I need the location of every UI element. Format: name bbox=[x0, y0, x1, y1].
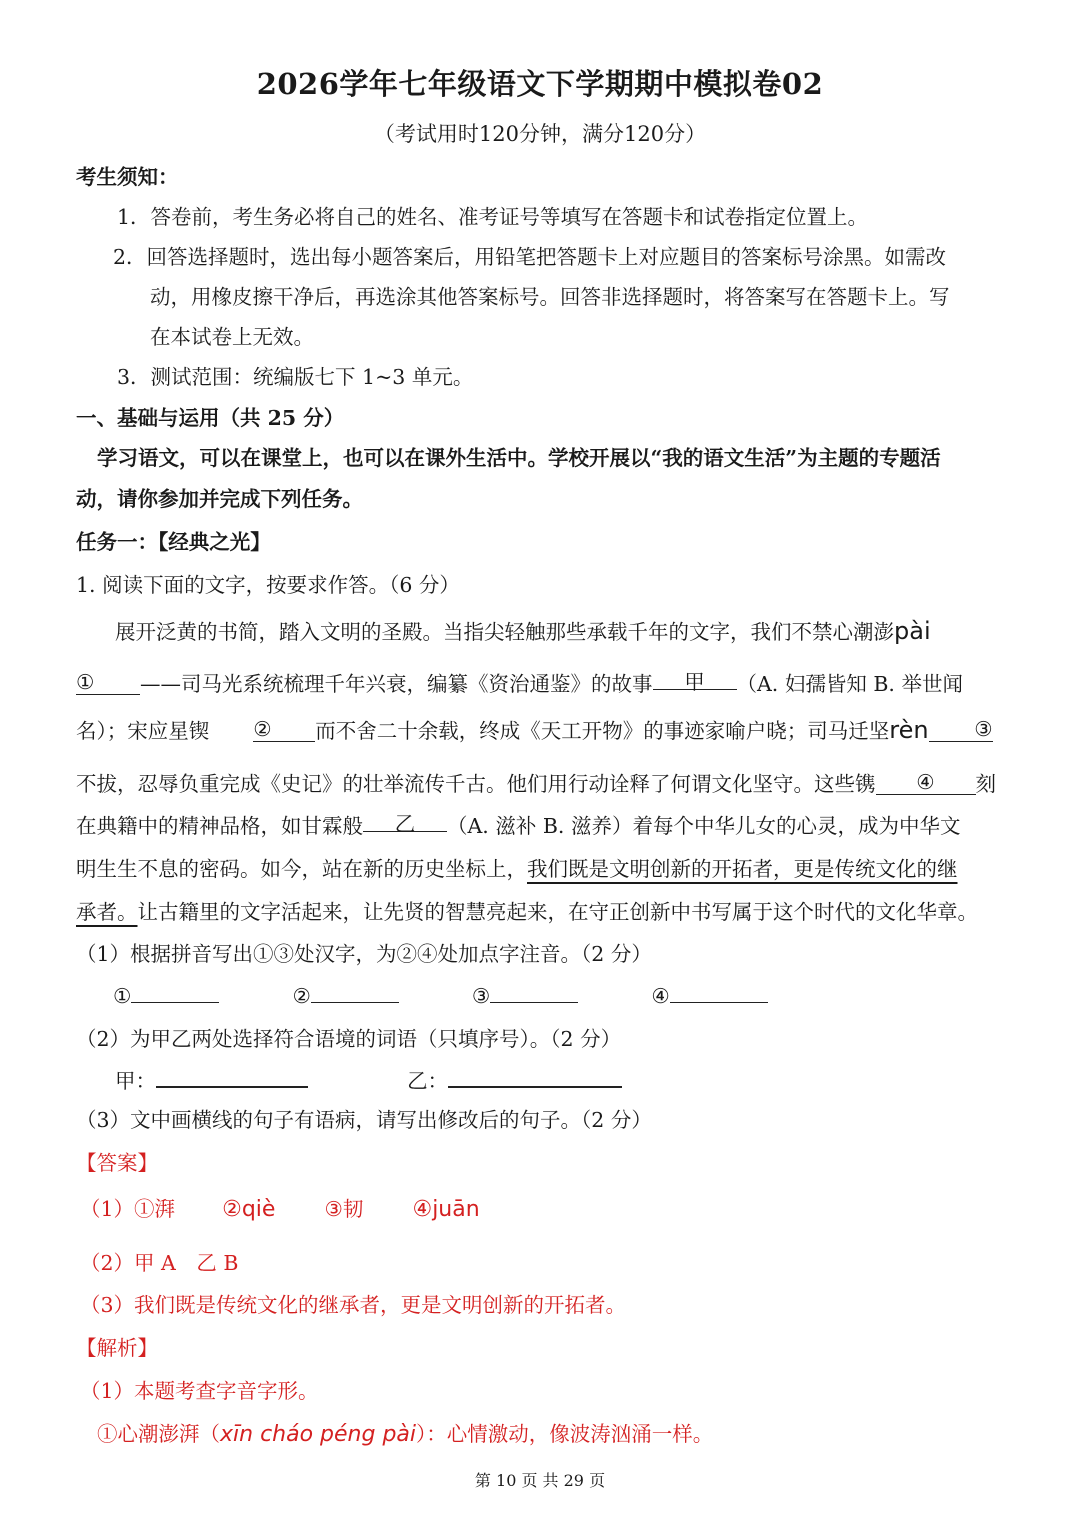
underlined-sentence-part-2: 承者。 bbox=[76, 900, 138, 924]
blank-3[interactable]: ③ bbox=[929, 719, 993, 742]
passage-line-2: ① ——司马光系统梳理千年兴衰，编纂《资治通鉴》的故事 甲 （A. 妇孺皆知 B. 举世闻 bbox=[76, 667, 963, 697]
section-intro-line-2: 动，请你参加并完成下列任务。 bbox=[76, 487, 363, 511]
analysis-heading: 【解析】 bbox=[76, 1336, 158, 1360]
page-subtitle: （考试用时120分钟，满分120分） bbox=[373, 122, 707, 146]
answer-blank-1[interactable] bbox=[131, 980, 219, 1003]
answer-blank-3[interactable] bbox=[490, 980, 578, 1003]
page-title: 2026学年七年级语文下学期期中模拟卷02 bbox=[256, 67, 824, 101]
answer-blank-2[interactable] bbox=[311, 980, 399, 1003]
sub-question-3: （3）文中画横线的句子有语病，请写出修改后的句子。（2 分） bbox=[76, 1108, 652, 1132]
passage-line-3: 名）；宋应星锲 ② 而不舍二十余载，终成《天工开物》的事迹家喻户晓；司马迁坚rèn ③ bbox=[76, 716, 993, 744]
notice-item-2-line-1: 2．回答选择题时，选出每小题答案后，用铅笔把答题卡上对应题目的答案标号涂黑。如需改 bbox=[113, 245, 947, 269]
pinyin-pai: pài bbox=[894, 617, 931, 645]
page-footer: 第 10 页 共 29 页 bbox=[474, 1471, 606, 1490]
jia-answer-blank[interactable] bbox=[156, 1064, 308, 1088]
sub-question-2: （2）为甲乙两处选择符合语境的词语（只填序号）。（2 分） bbox=[76, 1027, 622, 1051]
section-intro-line-1: 学习语文，可以在课堂上，也可以在课外生活中。学校开展以“我的语文生活”为主题的专题活 bbox=[97, 446, 941, 470]
answer-blank-4[interactable] bbox=[670, 980, 768, 1003]
section-heading: 一、基础与运用（共 25 分） bbox=[76, 406, 345, 430]
blank-1[interactable]: ① bbox=[76, 672, 140, 695]
answer-blanks-row: ① ② ③ ④ bbox=[113, 980, 768, 1008]
notice-item-2-line-3: 在本试卷上无效。 bbox=[150, 325, 314, 349]
answer-2: （2）甲 A 乙 B bbox=[80, 1251, 239, 1275]
answer-heading: 【答案】 bbox=[76, 1151, 158, 1175]
blank-4[interactable]: ④ bbox=[876, 772, 976, 795]
passage-line-4: 不拔，忍辱负重完成《史记》的壮举流传千古。他们用行动诠释了何谓文化坚守。这些镌 ④ 刻 bbox=[76, 770, 996, 796]
blank-jia[interactable]: 甲 bbox=[653, 667, 737, 690]
answer-1: （1）①湃 ②qiè ③韧 ④juān bbox=[80, 1197, 480, 1222]
yi-answer-blank[interactable] bbox=[448, 1064, 622, 1088]
notice-item-1: 1．答卷前，考生务必将自己的姓名、准考证号等填写在答题卡和试卷指定位置上。 bbox=[117, 205, 869, 229]
underlined-sentence-part-1: 我们既是文明创新的开拓者，更是传统文化的继 bbox=[527, 857, 958, 881]
jia-yi-row: 甲： 乙： bbox=[115, 1064, 622, 1094]
notice-item-3: 3．测试范围：统编版七下 1~3 单元。 bbox=[117, 365, 474, 389]
notice-heading: 考生须知： bbox=[76, 165, 179, 189]
sub-question-1: （1）根据拼音写出①③处汉字，为②④处加点字注音。（2 分） bbox=[76, 942, 652, 966]
question-1: 1. 阅读下面的文字，按要求作答。（6 分） bbox=[76, 573, 460, 597]
pinyin-ren: rèn bbox=[889, 716, 929, 744]
passage-line-1: 展开泛黄的书简，踏入文明的圣殿。当指尖轻触那些承载千年的文字，我们不禁心潮澎pài bbox=[115, 617, 931, 645]
task-heading: 任务一：【经典之光】 bbox=[76, 530, 271, 554]
answer-3: （3）我们既是传统文化的继承者，更是文明创新的开拓者。 bbox=[80, 1293, 627, 1317]
analysis-2: ①心潮澎湃（xīn cháo péng pài）：心情激动，像波涛汹涌一样。 bbox=[97, 1422, 714, 1447]
blank-yi[interactable]: 乙 bbox=[363, 809, 447, 832]
passage-line-7: 承者。让古籍里的文字活起来，让先贤的智慧亮起来，在守正创新中书写属于这个时代的文化华章。 bbox=[76, 900, 978, 924]
blank-2[interactable]: ② bbox=[253, 719, 315, 742]
analysis-1: （1）本题考查字音字形。 bbox=[80, 1379, 319, 1403]
passage-line-6: 明生生不息的密码。如今，站在新的历史坐标上，我们既是文明创新的开拓者，更是传统文化的继 bbox=[76, 857, 958, 881]
passage-line-5: 在典籍中的精神品格，如甘霖般 乙 （A. 滋补 B. 滋养）着每个中华儿女的心灵，成为中华文 bbox=[76, 809, 960, 839]
notice-item-2-line-2: 动，用橡皮擦干净后，再选涂其他答案标号。回答非选择题时，将答案写在答题卡上。写 bbox=[150, 285, 950, 309]
